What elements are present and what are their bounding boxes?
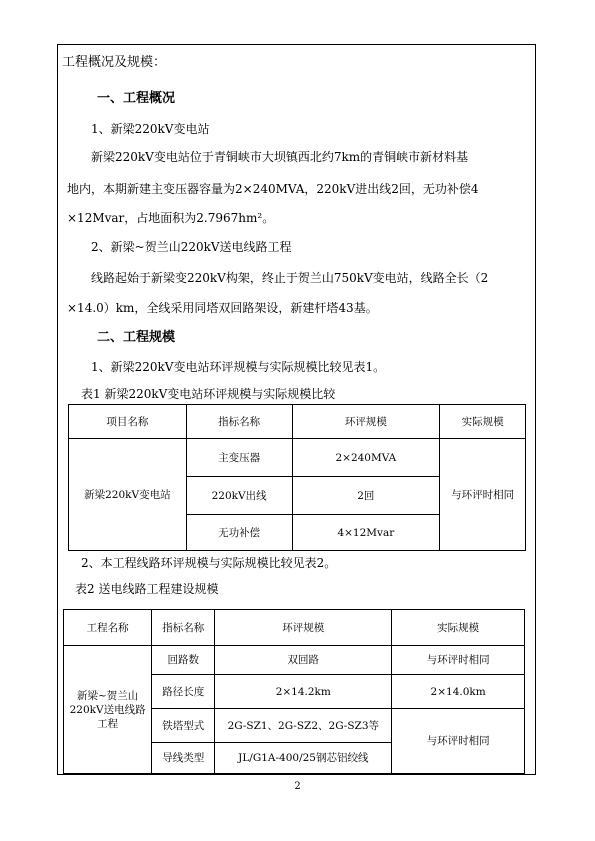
item1-line1: 新梁220kV变电站位于青铜峡市大坝镇西北约7km的青铜峡市新材料基 <box>91 150 469 164</box>
table1-indicator: 220kV出线 <box>186 477 292 515</box>
item2-line2: ×14.0）km，全线采用同塔双回路架设，新建杆塔43基。 <box>67 301 378 315</box>
table2-eia: JL/G1A-400/25钢芯铝绞线 <box>215 743 392 774</box>
page-heading: 工程概况及规模： <box>62 55 167 70</box>
table1-indicator: 无功补偿 <box>186 515 292 551</box>
section1-title: 一、工程概况 <box>97 91 176 106</box>
item1-title: 1、新梁220kV变电站 <box>91 122 210 136</box>
table1-eia: 2回 <box>292 477 440 515</box>
table1-header: 项目名称 <box>69 405 187 439</box>
section2-title: 二、工程规模 <box>97 330 176 345</box>
table2-eia: 2G-SZ1、2G-SZ2、2G-SZ3等 <box>215 709 392 743</box>
table1-intro: 1、新梁220kV变电站环评规模与实际规模比较见表1。 <box>91 360 386 374</box>
table1-project: 新梁220kV变电站 <box>69 439 187 551</box>
page-number: 2 <box>294 781 301 792</box>
table1-header: 指标名称 <box>186 405 292 439</box>
table1-caption: 表1 新梁220kV变电站环评规模与实际规模比较 <box>81 387 336 401</box>
table2-caption: 表2 送电线路工程建设规模 <box>75 582 219 596</box>
item2-line1: 线路起始于新梁变220kV构架，终止于贺兰山750kV变电站，线路全长（2 <box>91 271 489 285</box>
item2-title: 2、新梁~贺兰山220kV送电线路工程 <box>91 240 292 254</box>
table2-indicator: 路径长度 <box>152 675 215 709</box>
table2-eia: 双回路 <box>215 646 392 675</box>
table1 <box>68 404 526 551</box>
table1-actual: 与环评时相同 <box>440 439 526 551</box>
table1-header: 环评规模 <box>292 405 440 439</box>
table2-actual: 与环评时相同 <box>392 646 525 675</box>
table1-header: 实际规模 <box>440 405 526 439</box>
item1-line2: 地内，本期新建主变压器容量为2×240MVA，220kV进出线2回，无功补偿4 <box>67 182 479 196</box>
table2-header: 工程名称 <box>64 610 152 646</box>
table1-eia: 2×240MVA <box>292 439 440 477</box>
table2-actual: 2×14.0km <box>392 675 525 709</box>
table2-header: 实际规模 <box>392 610 525 646</box>
table2-project: 新梁~贺兰山220kV送电线路工程 <box>64 646 152 774</box>
table2-actual-merged: 与环评时相同 <box>392 709 525 774</box>
table2-indicator: 铁塔型式 <box>152 709 215 743</box>
table1-indicator: 主变压器 <box>186 439 292 477</box>
table2-header: 环评规模 <box>215 610 392 646</box>
table2-header: 指标名称 <box>152 610 215 646</box>
table2-eia: 2×14.2km <box>215 675 392 709</box>
table2 <box>63 609 525 774</box>
table1-eia: 4×12Mvar <box>292 515 440 551</box>
item1-line3: ×12Mvar，占地面积为2.7967hm²。 <box>67 211 275 225</box>
table2-intro: 2、本工程线路环评规模与实际规模比较见表2。 <box>81 556 337 570</box>
table2-indicator: 回路数 <box>152 646 215 675</box>
table2-indicator: 导线类型 <box>152 743 215 774</box>
